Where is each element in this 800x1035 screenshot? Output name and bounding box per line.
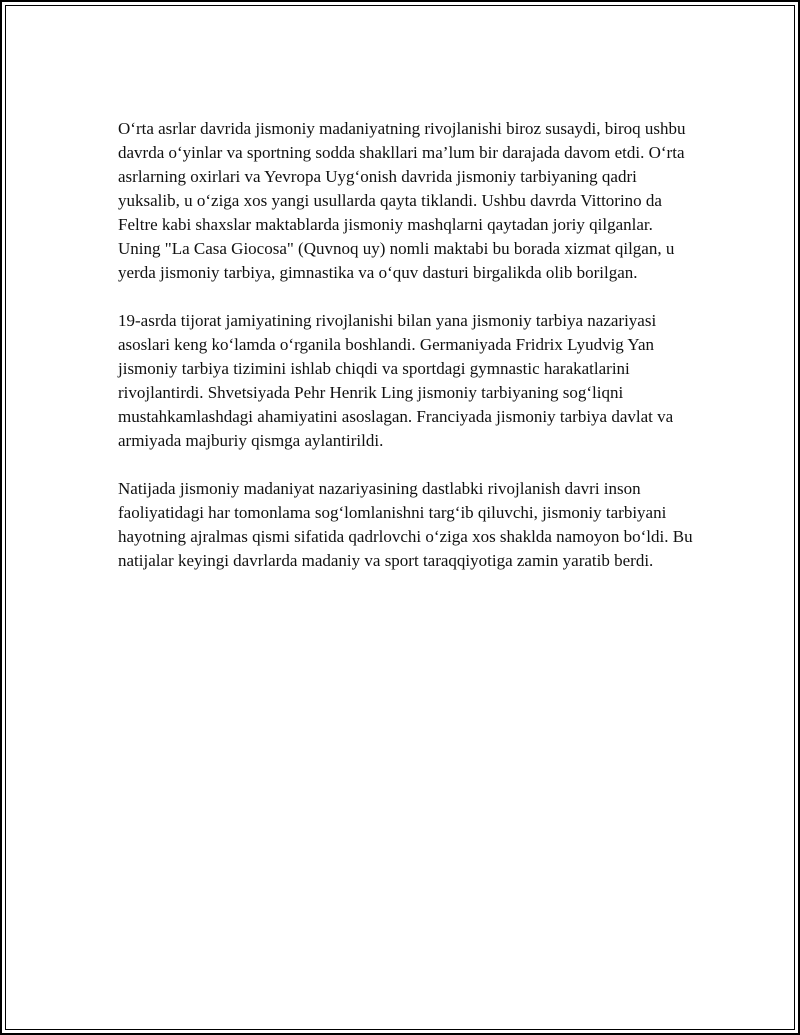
paragraph-middle-ages: O‘rta asrlar davrida jismoniy madaniyatning rivojlanishi biroz susaydi, biroq ushbu davrda o‘yinlar va sportning sodda shakllari ma’lum bir darajada davom etdi. O‘rta asrlarning oxirlari va Yevropa Uyg‘onish davrida jismoniy tarbiyaning qadri yuksalib, u o‘ziga xos yangi usullarda qayta tiklandi. Ushbu davrda Vittorino da Feltre kabi shaxslar maktablarda jismoniy mashqlarni qaytadan joriy qilganlar. Uning "La Casa Giocosa" (Quvnoq uy) nomli maktabi bu borada xizmat qilgan, u yerda jismoniy tarbiya, gimnastika va o‘quv dasturi birgalikda olib borilgan. [118,119,686,282]
paragraph-19th-century: 19-asrda tijorat jamiyatining rivojlanishi bilan yana jismoniy tarbiya nazariyasi asoslari keng ko‘lamda o‘rganila boshlandi. Germaniyada Fridrix Lyudvig Yan jismoniy tarbiya tizimini ishlab chiqdi va sportdagi gymnastic harakatlarini rivojlantirdi. Shvetsiyada Pehr Henrik Ling jismoniy tarbiyaning sog‘liqni mustahkamlashdagi ahamiyatini asoslagan. Franciyada jismoniy tarbiya davlat va armiyada majburiy qismga aylantirildi. [118,311,674,450]
document-body [118,117,698,597]
paragraph-conclusion: Natijada jismoniy madaniyat nazariyasining dastlabki rivojlanish davri inson faoliyatidagi har tomonlama sog‘lomlanishni targ‘ib qiluvchi, jismoniy tarbiyani hayotning ajralmas qismi sifatida qadrlovchi o‘ziga xos shaklda namoyon bo‘ldi. Bu natijalar keyingi davrlarda madaniy va sport taraqqiyotiga zamin yaratib berdi. [118,479,693,570]
